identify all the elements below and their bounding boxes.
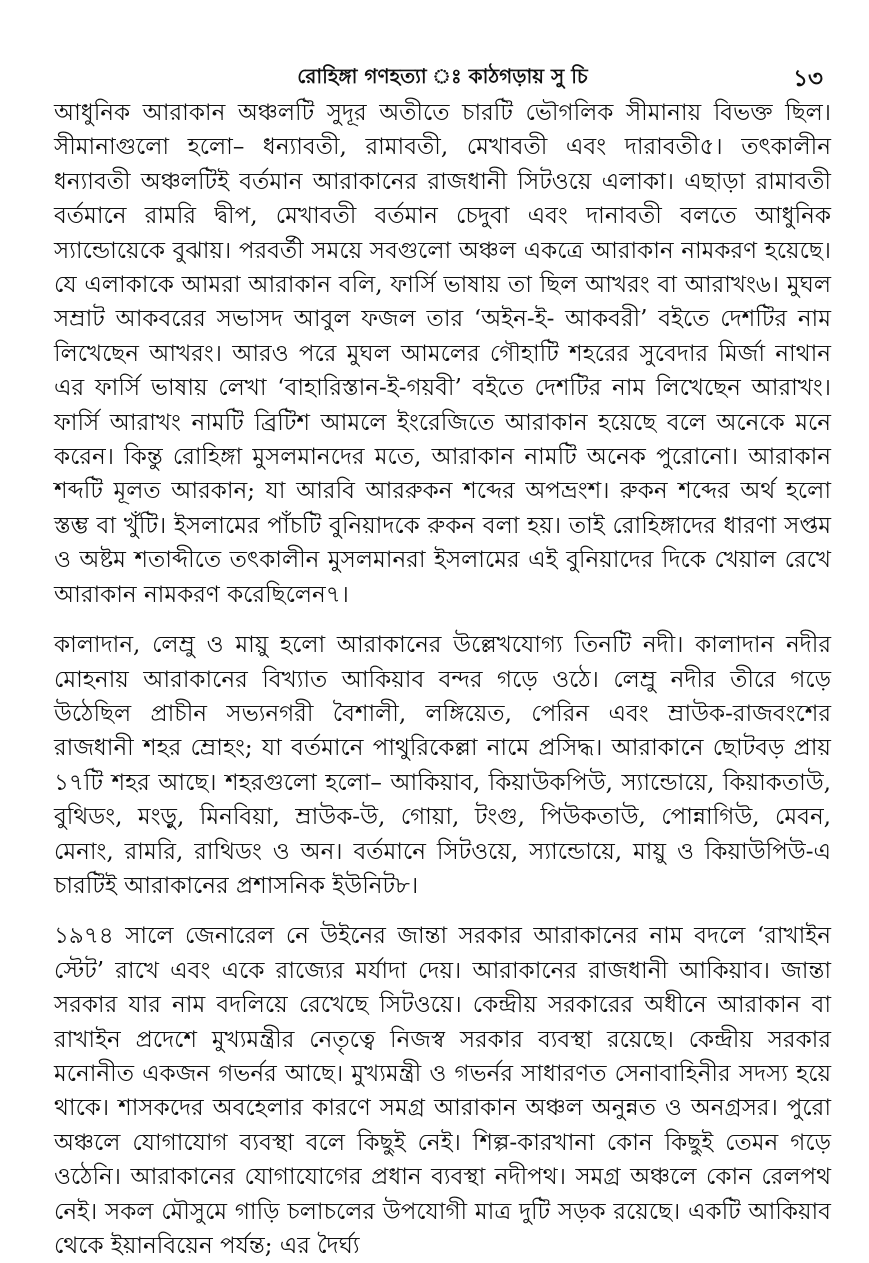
- paragraph-rivers-towns: কালাদান, লেম্রু ও মায়ু হলো আরাকানের উল্লেখযোগ্য তিনটি নদী। কালাদান নদীর মোহনায় আরাকানের বিখ্যাত আকিয়াব বন্দর গড়ে ওঠে। লেম্রু নদীর তীরে গড়ে উঠেছিল প্রাচীন সভ্যনগরী বৈশালী, লঙ্গিয়েত, পেরিন এবং ম্রাউক-রাজবংশের রাজধানী শহর ম্রোহং; যা বর্তমানে পাথুরিকেল্লা নামে প্রসিদ্ধ। আরাকানে ছোটবড় প্রায় ১৭টি শহর আছে। শহরগুলো হলো– আকিয়াব, কিয়াউকপিউ, স্যান্ডোয়ে, কিয়াকতাউ, বুথিডং, মংড়ু, মিনবিয়া, ম্রাউক-উ, গোয়া, টংগু, পিউকতাউ, পোন্নাগিউ, মেবন, মেনাং, রামরি, রাথিডং ও অন। বর্তমানে সিটওয়ে, স্যান্ডোয়ে, মায়ু ও কিয়াউপিউ-এ চারটিই আরাকানের প্রশাসনিক ইউনিট৮।: [54, 632, 831, 899]
- paragraph-arakan-history: আধুনিক আরাকান অঞ্চলটি সুদূর অতীতে চারটি ভৌগলিক সীমানায় বিভক্ত ছিল। সীমানাগুলো হলো– ধন্যাবতী, রামাবতী, মেখাবতী এবং দারাবতী৫। তৎকালীন ধন্যাবতী অঞ্চলটিই বর্তমান আরাকানের রাজধানী সিটওয়ে এলাকা। এছাড়া রামাবতী বর্তমানে রামরি দ্বীপ, মেখাবতী বর্তমান চেদুবা এবং দানাবতী বলতে আধুনিক স্যান্ডোয়েকে বুঝায়। পরবর্তী সময়ে সবগুলো অঞ্চল একত্রে আরাকান নামকরণ হয়েছে। যে এলাকাকে আমরা আরাকান বলি, ফার্সি ভাষায় তা ছিল আখরং বা আরাখং৬। মুঘল সম্রাট আকবরের সভাসদ আবুল ফজল তার ‘অইন-ই- আকবরী’ বইতে দেশটির নাম লিখেছেন আখরং। আরও পরে মুঘল আমলের গৌহাটি শহরের সুবেদার মির্জা নাথান এর ফার্সি ভাষায় লেখা ‘বাহারিস্তান-ই-গয়বী’ বইতে দেশটির নাম লিখেছেন আরাখং। ফার্সি আরাখং নামটি ব্রিটিশ আমলে ইংরেজিতে আরাকান হয়েছে বলে অনেকে মনে করেন। কিন্তু রোহিঙ্গা মুসলমানদের মতে, আরাকান নামটি অনেক পুরোনো। আরাকান শব্দটি মূলত আরকান; যা আরবি আররুকন শব্দের অপভ্রংশ। রুকন শব্দের অর্থ হলো স্তম্ভ বা খুঁটি। ইসলামের পাঁচটি বুনিয়াদকে রুকন বলা হয়। তাই রোহিঙ্গাদের ধারণা সপ্তম ও অষ্টম শতাব্দীতে তৎকালীন মুসলমানরা ইসলামের এই বুনিয়াদের দিকে খেয়াল রেখে আরাকান নামকরণ করেছিলেন৭।: [54, 100, 831, 608]
- paragraph-rakhine-state: ১৯৭৪ সালে জেনারেল নে উইনের জান্তা সরকার আরাকানের নাম বদলে ‘রাখাইন স্টেট’ রাখে এবং একে রাজ্যের মর্যাদা দেয়। আরাকানের রাজধানী আকিয়াব। জান্তা সরকার যার নাম বদলিয়ে রেখেছে সিটওয়ে। কেন্দ্রীয় সরকারের অধীনে আরাকান বা রাখাইন প্রদেশে মুখ্যমন্ত্রীর নেতৃত্বে নিজস্ব সরকার ব্যবস্থা রয়েছে। কেন্দ্রীয় সরকার মনোনীত একজন গভর্নর আছে। মুখ্যমন্ত্রী ও গভর্নর সাধারণত সেনাবাহিনীর সদস্য হয়ে থাকে। শাসকদের অবহেলার কারণে সমগ্র আরাকান অঞ্চল অনুন্নত ও অনগ্রসর। পুরো অঞ্চলে যোগাযোগ ব্যবস্থা বলে কিছুই নেই। শিল্প-কারখানা কোন কিছুই তেমন গড়ে ওঠেনি। আরাকানের যোগাযোগের প্রধান ব্যবস্থা নদীপথ। সমগ্র অঞ্চলে কোন রেলপথ নেই। সকল মৌসুমে গাড়ি চলাচলের উপযোগী মাত্র দুটি সড়ক রয়েছে। একটি আকিয়াব থেকে ইয়ানবিয়েন পর্যন্ত; এর দৈর্ঘ্য: [54, 923, 831, 1259]
- page-number: ১৩: [793, 65, 823, 92]
- running-title: রোহিঙ্গা গণহত্যা ঃ কাঠগড়ায় সু চি: [297, 64, 588, 88]
- page-header: [54, 52, 831, 96]
